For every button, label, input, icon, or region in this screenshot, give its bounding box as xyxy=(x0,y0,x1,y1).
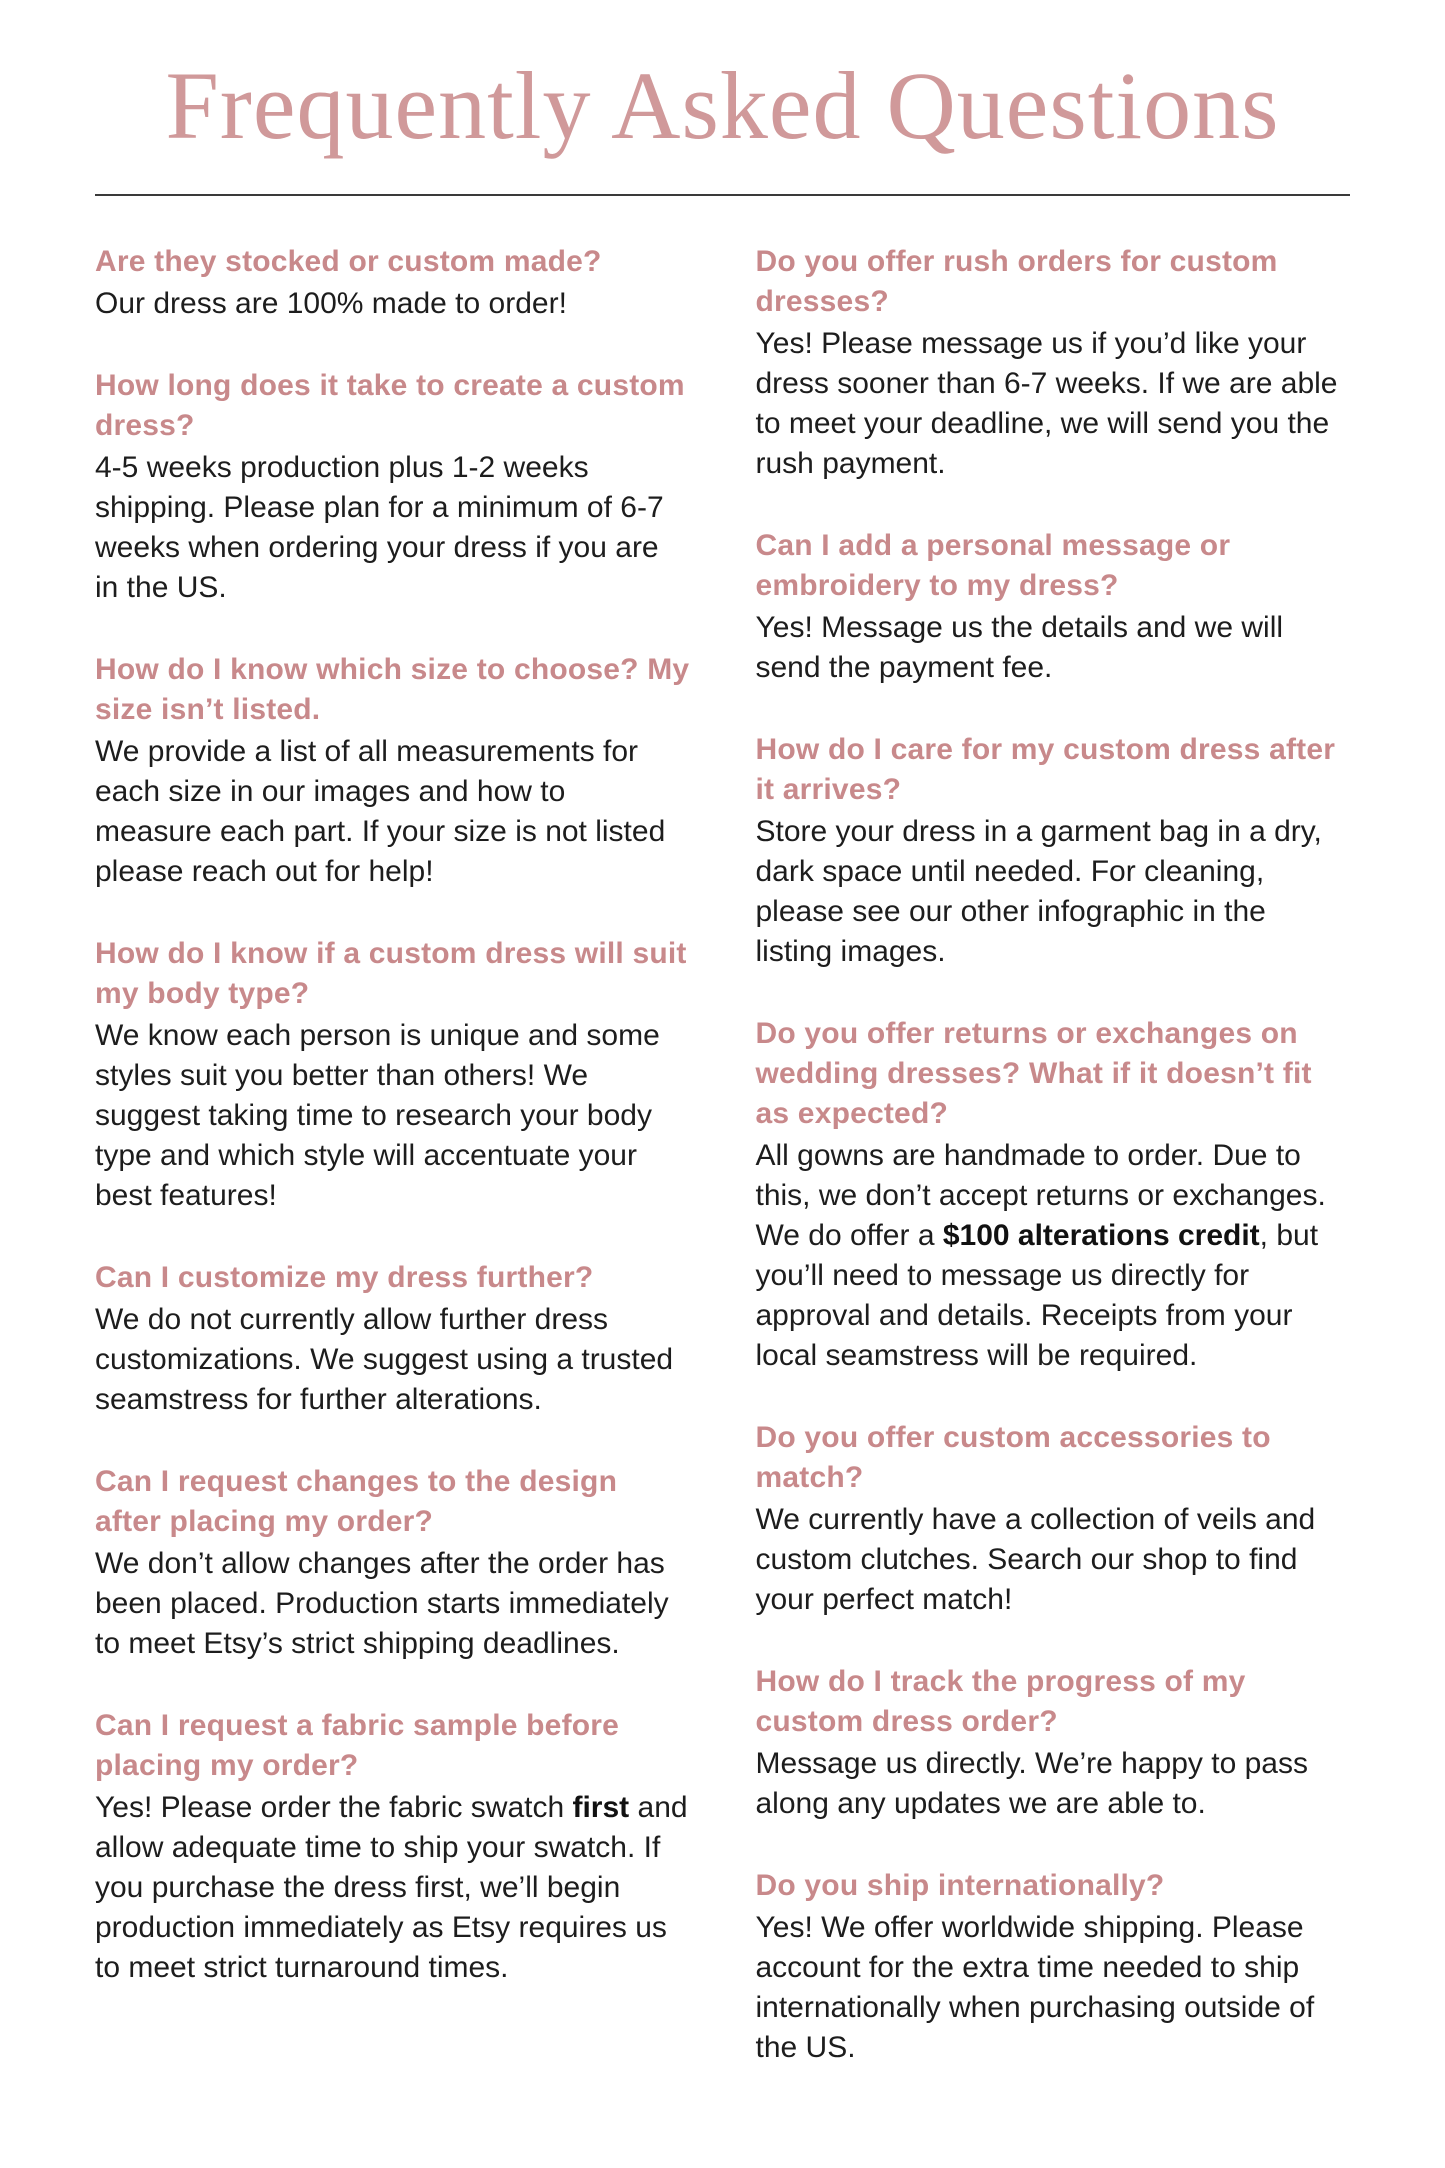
faq-question: How do I care for my custom dress after it arrives? xyxy=(755,733,1336,806)
faq-answer xyxy=(95,448,690,608)
faq-item xyxy=(756,1662,1351,1824)
faq-answer xyxy=(756,608,1351,688)
faq-answer xyxy=(95,1788,690,1988)
faq-question: Do you ship internationally? xyxy=(755,1869,1165,1902)
answer-text: Store your dress in a garment bag in a dry, dark space until needed. For cleaning, please see our other infographic in the listing images. xyxy=(755,815,1322,968)
faq-answer xyxy=(95,1300,690,1420)
answer-text: We do not currently allow further dress customizations. We suggest using a trusted seamstress for further alterations. xyxy=(95,1303,674,1416)
answer-text: , but you’ll need to message us directly for approval and details. Receipts from your local seamstress will be required. xyxy=(755,1219,1319,1372)
answer-bold-text: first xyxy=(572,1791,630,1824)
faq-item xyxy=(756,526,1351,688)
page-title: Frequently Asked Questions xyxy=(165,52,1280,159)
faq-question: Can I request changes to the design after placing my order? xyxy=(95,1465,618,1538)
faq-answer xyxy=(756,324,1351,484)
faq-item xyxy=(95,1258,690,1420)
answer-text: Message us directly. We’re happy to pass along any updates we are able to. xyxy=(755,1747,1308,1820)
faq-columns xyxy=(95,242,1350,2110)
faq-answer xyxy=(756,1136,1351,1376)
faq-item xyxy=(756,1014,1351,1376)
faq-question: How do I know if a custom dress will suit my body type? xyxy=(95,937,687,1010)
answer-text: Our dress are 100% made to order! xyxy=(95,287,567,320)
faq-answer xyxy=(95,1016,690,1216)
faq-question: Do you offer custom accessories to match? xyxy=(755,1421,1271,1494)
faq-answer xyxy=(95,1544,690,1664)
faq-question: Do you offer rush orders for custom dresses? xyxy=(755,245,1278,318)
answer-text: We don’t allow changes after the order has been placed. Production starts immediately to meet Etsy’s strict shipping deadlines. xyxy=(95,1547,669,1660)
faq-question: Do you offer returns or exchanges on wedding dresses? What if it doesn’t fit as expected? xyxy=(755,1017,1312,1130)
answer-text: Yes! Please order the fabric swatch xyxy=(95,1791,573,1824)
faq-item xyxy=(95,1462,690,1664)
faq-item xyxy=(756,730,1351,972)
answer-text: 4-5 weeks production plus 1-2 weeks shipping. Please plan for a minimum of 6-7 weeks when ordering your dress if you are in the US. xyxy=(95,451,664,604)
answer-text: Yes! Message us the details and we will send the payment fee. xyxy=(755,611,1284,684)
faq-answer xyxy=(756,1744,1351,1824)
faq-question: Can I customize my dress further? xyxy=(95,1261,594,1294)
faq-answer xyxy=(95,284,690,324)
faq-item xyxy=(95,1706,690,1988)
faq-answer xyxy=(95,732,690,892)
faq-item xyxy=(756,1866,1351,2068)
faq-question: Can I request a fabric sample before placing my order? xyxy=(95,1709,620,1782)
faq-question: How long does it take to create a custom dress? xyxy=(95,369,685,442)
faq-question: How do I track the progress of my custom dress order? xyxy=(755,1665,1246,1738)
faq-question: Are they stocked or custom made? xyxy=(95,245,602,278)
faq-column-left xyxy=(95,242,690,2030)
faq-item xyxy=(756,242,1351,484)
faq-item xyxy=(756,1418,1351,1620)
answer-text: All gowns are handmade to order. Due to this, we don’t accept returns or exchanges. We do offer a xyxy=(755,1139,1326,1252)
answer-text: and allow adequate time to ship your swatch. If you purchase the dress first, we’ll begin production immediately as Etsy requires us to meet strict turnaround times. xyxy=(95,1791,688,1984)
answer-text: Yes! We offer worldwide shipping. Please account for the extra time needed to ship internationally when purchasing outside of the US. xyxy=(755,1911,1315,2064)
faq-item xyxy=(95,366,690,608)
answer-text: We provide a list of all measurements for each size in our images and how to measure each part. If your size is not listed please reach out for help! xyxy=(95,735,666,888)
answer-text: We know each person is unique and some styles suit you better than others! We suggest taking time to research your body type and which style will accentuate your best features! xyxy=(95,1019,660,1212)
answer-text: Yes! Please message us if you’d like your dress sooner than 6-7 weeks. If we are able to meet your deadline, we will send you the rush payment. xyxy=(755,327,1338,480)
faq-item xyxy=(95,650,690,892)
faq-answer xyxy=(756,1500,1351,1620)
title-divider xyxy=(95,194,1350,196)
faq-answer xyxy=(756,812,1351,972)
faq-question: How do I know which size to choose? My size isn’t listed. xyxy=(95,653,690,726)
faq-column-right xyxy=(756,242,1351,2110)
answer-text: We currently have a collection of veils and custom clutches. Search our shop to find your perfect match! xyxy=(755,1503,1316,1616)
faq-item xyxy=(95,242,690,324)
faq-answer xyxy=(756,1908,1351,2068)
faq-item xyxy=(95,934,690,1216)
answer-bold-text: $100 alterations credit xyxy=(942,1219,1260,1252)
faq-question: Can I add a personal message or embroidery to my dress? xyxy=(755,529,1231,602)
